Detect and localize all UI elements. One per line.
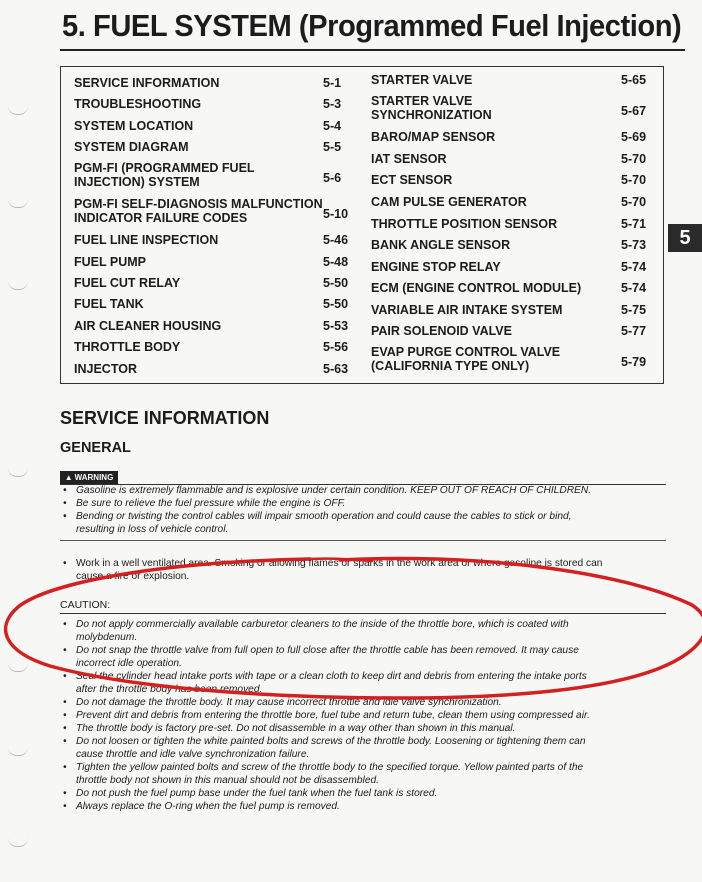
bullet-dot: • xyxy=(63,736,67,747)
work-note xyxy=(63,557,676,583)
toc-entry-page: 5-50 xyxy=(323,297,349,311)
toc-entry-page: 5-70 xyxy=(621,152,647,166)
caution-item-text: Do not apply commercially available carburetor cleaners to the inside of the throttle bore, which is coated with molybdenum. xyxy=(76,619,569,643)
toc-entry-label: FUEL LINE INSPECTION xyxy=(74,233,219,247)
section-tab: 5 xyxy=(668,224,702,252)
binder-hole-mark xyxy=(8,106,28,115)
toc-entry-label: IAT SENSOR xyxy=(371,152,447,166)
toc-entry-page: 5-3 xyxy=(323,97,342,111)
warning-item-text: Be sure to relieve the fuel pressure while the engine is OFF. xyxy=(76,498,346,509)
warning-item xyxy=(63,510,676,536)
warning-item-text: Bending or twisting the control cables will impair smooth operation and could cause the cables to stick or bind, resulting in loss of vehicle control. xyxy=(76,511,572,535)
toc-entry-label: THROTTLE POSITION SENSOR xyxy=(371,217,558,231)
general-subheading: GENERAL xyxy=(60,440,131,456)
toc-entry-page: 5-48 xyxy=(323,255,349,269)
toc-entry-label: VARIABLE AIR INTAKE SYSTEM xyxy=(371,303,563,317)
binder-hole-mark xyxy=(8,281,28,290)
contents-table xyxy=(60,66,664,384)
caution-rule xyxy=(60,613,666,614)
toc-entry-page: 5-73 xyxy=(621,238,647,252)
toc-entry-label: SERVICE INFORMATION xyxy=(74,76,220,90)
caution-item-text: Do not snap the throttle valve from full open to full close after the throttle cable has been removed. It may cause incorrect idle operation. xyxy=(76,645,579,669)
binder-hole-mark xyxy=(8,199,28,208)
warning-item xyxy=(63,497,676,510)
caution-item xyxy=(63,787,676,800)
toc-entry-label: EVAP PURGE CONTROL VALVE (CALIFORNIA TYPE ONLY) xyxy=(371,345,561,373)
warning-end-rule xyxy=(60,540,666,541)
caution-item-text: Do not loosen or tighten the white painted bolts and screws of the throttle body. Loosening or tightening them can cause throttle and idle valve synchronization failure. xyxy=(76,736,586,760)
toc-entry-label: STARTER VALVE xyxy=(371,73,473,87)
caution-item xyxy=(63,761,676,787)
caution-item xyxy=(63,800,676,813)
toc-entry-page: 5-53 xyxy=(323,319,349,333)
toc-entry-page: 5-74 xyxy=(621,260,647,274)
toc-entry-page: 5-70 xyxy=(621,173,647,187)
toc-entry-label: FUEL PUMP xyxy=(74,255,146,269)
bullet-dot: • xyxy=(63,697,67,708)
binder-hole-mark xyxy=(8,838,28,847)
title-divider xyxy=(60,49,685,51)
warning-label: WARNING xyxy=(74,473,114,482)
toc-entry-label: ENGINE STOP RELAY xyxy=(371,260,501,274)
toc-entry-page: 5-65 xyxy=(621,73,647,87)
section-heading: SERVICE INFORMATION xyxy=(60,408,270,428)
caution-item xyxy=(63,644,676,670)
toc-entry-page: 5-69 xyxy=(621,130,647,144)
caution-item-text: Seal the cylinder head intake ports with tape or a clean cloth to keep dirt and debris from entering the intake ports after the throttle body has been removed. xyxy=(76,671,587,695)
warning-triangle-icon: ▲ xyxy=(64,473,73,482)
bullet-dot: • xyxy=(63,762,67,773)
caution-item-text: Do not damage the throttle body. It may cause incorrect throttle and idle valve synchronization. xyxy=(76,697,502,708)
caution-item xyxy=(63,670,676,696)
toc-entry-page: 5-10 xyxy=(323,207,349,221)
page-title: 5. FUEL SYSTEM (Programmed Fuel Injection) xyxy=(62,8,682,43)
toc-entry-page: 5-67 xyxy=(621,104,647,118)
toc-entry-label: THROTTLE BODY xyxy=(74,340,181,354)
binder-hole-mark xyxy=(8,747,28,756)
toc-entry-page: 5-5 xyxy=(323,140,342,154)
toc-entry-label: ECT SENSOR xyxy=(371,173,453,187)
bullet-dot: • xyxy=(63,485,67,496)
toc-entry-label: ECM (ENGINE CONTROL MODULE) xyxy=(371,281,582,295)
toc-entry-label: BANK ANGLE SENSOR xyxy=(371,238,511,252)
caution-item-text: Tighten the yellow painted bolts and screw of the throttle body to the specified torque. Yellow painted parts of the throttle body not shown in this manual should not be disassembled. xyxy=(76,762,584,786)
bullet-dot: • xyxy=(63,511,67,522)
bullet-dot: • xyxy=(63,671,67,682)
toc-entry-page: 5-71 xyxy=(621,217,647,231)
caution-item xyxy=(63,722,676,735)
toc-entry-label: SYSTEM LOCATION xyxy=(74,119,194,133)
toc-entry-label: INJECTOR xyxy=(74,362,137,376)
toc-entry-page: 5-74 xyxy=(621,281,647,295)
bullet-dot: • xyxy=(63,645,67,656)
toc-entry-page: 5-46 xyxy=(323,233,349,247)
bullet-dot: • xyxy=(63,723,67,734)
binder-hole-mark xyxy=(8,468,28,477)
toc-entry-page: 5-63 xyxy=(323,362,349,376)
caution-item-text: Prevent dirt and debris from entering the throttle bore, fuel tube and return tube, clean them using compressed air. xyxy=(76,710,590,721)
toc-entry-page: 5-79 xyxy=(621,355,647,369)
caution-item xyxy=(63,618,676,644)
toc-entry-page: 5-56 xyxy=(323,340,349,354)
caution-item xyxy=(63,735,676,761)
bullet-dot: • xyxy=(63,619,67,630)
toc-entry-page: 5-6 xyxy=(323,171,342,185)
warning-item xyxy=(63,484,676,497)
toc-entry-page: 5-50 xyxy=(323,276,349,290)
toc-entry-label: FUEL TANK xyxy=(74,297,144,311)
caution-item-text: Always replace the O-ring when the fuel pump is removed. xyxy=(76,801,340,812)
warning-badge xyxy=(60,471,118,484)
toc-entry-page: 5-4 xyxy=(323,119,342,133)
caution-item xyxy=(63,696,676,709)
caution-item xyxy=(63,709,676,722)
toc-entry-label: STARTER VALVE SYNCHRONIZATION xyxy=(371,94,492,122)
toc-entry-label: TROUBLESHOOTING xyxy=(74,97,202,111)
bullet-dot: • xyxy=(63,801,67,812)
toc-entry-label: PAIR SOLENOID VALVE xyxy=(371,324,512,338)
work-note-text: Work in a well ventilated area. Smoking or allowing flames or sparks in the work area or where gasoline is stored can cause a fire or explosion. xyxy=(76,558,603,582)
toc-entry-label: PGM-FI (PROGRAMMED FUEL INJECTION) SYSTEM xyxy=(74,161,255,189)
bullet-dot: • xyxy=(63,558,67,569)
toc-entry-label: AIR CLEANER HOUSING xyxy=(74,319,222,333)
bullet-dot: • xyxy=(63,710,67,721)
bullet-dot: • xyxy=(63,498,67,509)
toc-entry-label: FUEL CUT RELAY xyxy=(74,276,181,290)
caution-label: CAUTION: xyxy=(60,599,111,611)
caution-item-text: The throttle body is factory pre-set. Do not disassemble in a way other than shown in this manual. xyxy=(76,723,516,734)
toc-entry-label: PGM-FI SELF-DIAGNOSIS MALFUNCTION INDICATOR FAILURE CODES xyxy=(74,197,323,225)
binder-hole-mark xyxy=(8,663,28,672)
toc-entry-page: 5-1 xyxy=(323,76,342,90)
toc-entry-label: CAM PULSE GENERATOR xyxy=(371,195,527,209)
toc-entry-page: 5-77 xyxy=(621,324,647,338)
bullet-dot: • xyxy=(63,788,67,799)
toc-entry-label: SYSTEM DIAGRAM xyxy=(74,140,189,154)
warning-item-text: Gasoline is extremely flammable and is explosive under certain condition. KEEP OUT OF REACH OF CHILDREN. xyxy=(76,485,592,496)
toc-entry-page: 5-75 xyxy=(621,303,647,317)
toc-entry-label: BARO/MAP SENSOR xyxy=(371,130,496,144)
toc-entry-page: 5-70 xyxy=(621,195,647,209)
caution-item-text: Do not push the fuel pump base under the fuel tank when the fuel tank is stored. xyxy=(76,788,438,799)
